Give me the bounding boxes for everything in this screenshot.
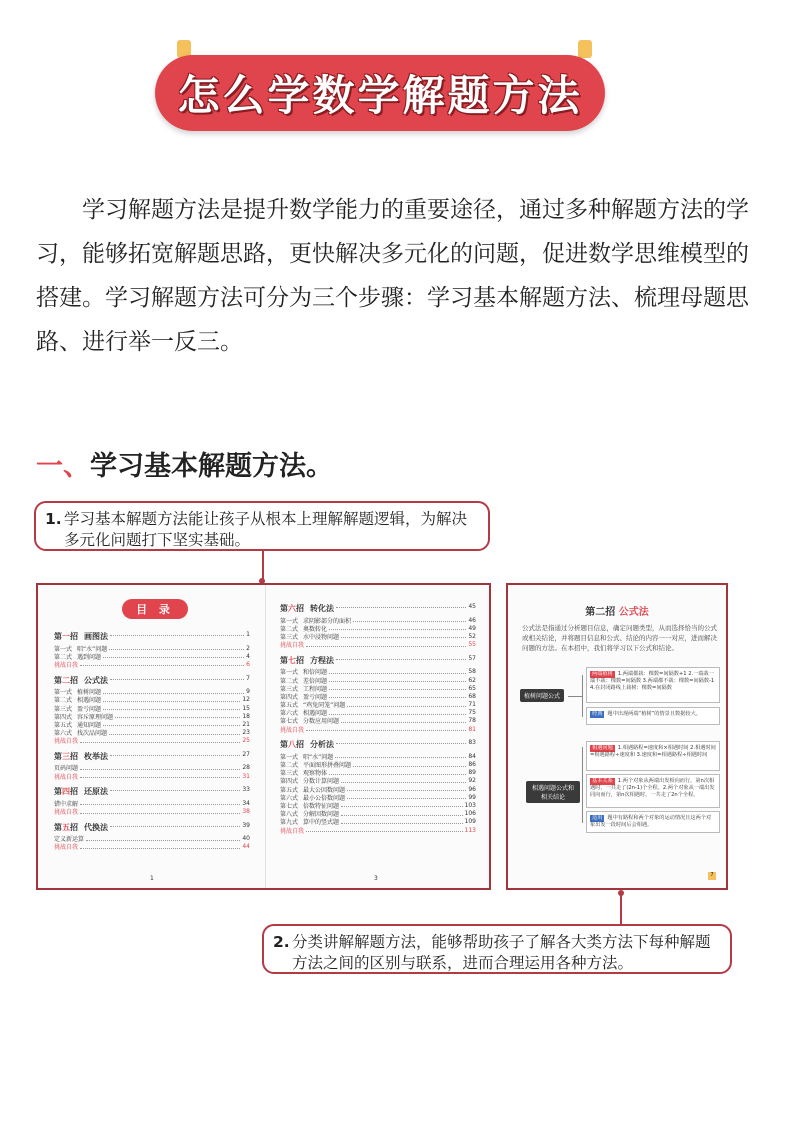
callout-text: 分类讲解解题方法，能够帮助孩子了解各大类方法下每种解题方法之间的区别与联系，进而合理运用各种方法。 bbox=[292, 933, 711, 972]
card-text: 1.相遇路程=速度和×相遇时间 2.相遇时间=相遇路程÷速度和 3.速度和=相遇路程÷相遇时间 bbox=[590, 745, 716, 758]
page-corner-number: 7 bbox=[708, 872, 716, 880]
toc-challenge-entry: 挑战自我 81 bbox=[280, 725, 476, 734]
toc-entry: 第六式 相遇问题 75 bbox=[280, 709, 476, 718]
callout-text: 学习基本解题方法能让孩子从根本上理解解题逻辑，为解决多元化问题打下坚实基础。 bbox=[64, 510, 468, 549]
toc-entry: 第一式 求阴影部分的面积 46 bbox=[280, 616, 476, 625]
toc-challenge-entry: 挑战自我 25 bbox=[54, 737, 250, 746]
section-number: 一、 bbox=[36, 451, 90, 482]
card-tag: 相遇问题 bbox=[592, 745, 613, 751]
toc-right-column bbox=[280, 597, 476, 834]
toc-entry: 第三式 水中浸物问题 52 bbox=[280, 632, 476, 641]
mindmap-card-meet-use bbox=[586, 811, 720, 833]
mindmap-connector bbox=[568, 696, 582, 697]
card-text: 题中有路程和两个对象的运动情况且这两个对象出发一段时间后会相遇。 bbox=[590, 815, 712, 828]
book-formula-page bbox=[506, 583, 728, 890]
toc-entry: 第一式 唱“水”问题 84 bbox=[280, 752, 476, 761]
toc-entry: 第二式 差倍问题 62 bbox=[280, 676, 476, 685]
mindmap-card-meet-relation bbox=[586, 774, 720, 808]
toc-challenge-entry: 挑战自我 31 bbox=[54, 772, 250, 781]
card-tag: 两端植树 bbox=[592, 671, 613, 677]
formula-chapter-label: 第二招 bbox=[585, 607, 616, 618]
toc-left-column bbox=[54, 625, 250, 851]
toc-entry: 第四式 分数计算问题 92 bbox=[280, 777, 476, 786]
card-tag: 经典 bbox=[592, 711, 603, 717]
toc-entry: 第五式 通知问题 21 bbox=[54, 720, 250, 729]
callout-1 bbox=[34, 501, 490, 551]
toc-challenge-entry: 挑战自我 55 bbox=[280, 641, 476, 650]
mindmap-connector bbox=[582, 675, 583, 717]
toc-chapter-heading: 第 一 招 画图法 1 bbox=[54, 631, 250, 641]
toc-entry: 第三式 盈亏问题 15 bbox=[54, 704, 250, 713]
toc-entry: 第四式 容斥原理问题 18 bbox=[54, 712, 250, 721]
formula-page-title bbox=[508, 603, 726, 618]
toc-entry: 第二式 平面图形拼叠问题 86 bbox=[280, 761, 476, 770]
mindmap-connector bbox=[582, 747, 583, 823]
toc-entry: 第三式 观察物体 89 bbox=[280, 769, 476, 778]
toc-entry: 第九式 算中的竖式题 109 bbox=[280, 818, 476, 827]
toc-entry: 页码问题 28 bbox=[54, 764, 250, 773]
page-number-left: 1 bbox=[150, 875, 154, 882]
section-title-text: 学习基本解题方法。 bbox=[90, 451, 333, 482]
page-title: 怎么学数学解题方法 bbox=[177, 71, 583, 120]
toc-entry: 第五式 最大公因数问题 96 bbox=[280, 785, 476, 794]
page-number-right: 3 bbox=[374, 875, 378, 882]
toc-entry: 第七式 分数应用问题 78 bbox=[280, 717, 476, 726]
toc-challenge-entry: 挑战自我 113 bbox=[280, 826, 476, 835]
mindmap-card-plant-use bbox=[586, 707, 720, 725]
mindmap-node-meet: 相遇问题公式和相关结论 bbox=[526, 781, 580, 803]
title-banner bbox=[155, 55, 605, 131]
card-tag: 适用 bbox=[592, 815, 603, 821]
intro-paragraph: 学习解题方法是提升数学能力的重要途径，通过多种解题方法的学习，能够拓宽解题思路，更快解决多元化的问题，促进数学思维模型的搭建。学习解题方法可分为三个步骤：学习基本解题方法、梳理母题思路、进行举一反三。 bbox=[36, 197, 749, 355]
toc-entry: 第二式 遇到问题 4 bbox=[54, 652, 250, 661]
card-text: 1.两个对象从两端出发相向而行，第n次相遇时，一共走了(2n-1)个全程。2.两个对象从一端出发同向而行，第n次相遇时，一共走了2n个全程。 bbox=[590, 778, 715, 798]
toc-entry: 错中求解 34 bbox=[54, 799, 250, 808]
callout-2 bbox=[262, 924, 732, 974]
book-toc-spread bbox=[36, 583, 491, 890]
card-text: 题中出现两端“植树”的情景且数据较大。 bbox=[607, 711, 701, 717]
toc-challenge-entry: 挑战自我 6 bbox=[54, 660, 250, 669]
toc-entry: 第三式 工程问题 65 bbox=[280, 684, 476, 693]
page-gutter bbox=[265, 585, 266, 888]
toc-chapter-heading: 第 二 招 公式法 7 bbox=[54, 674, 250, 685]
toc-entry: 第五式 “鸡兔同笼”问题 71 bbox=[280, 701, 476, 710]
toc-entry: 第二式 相遇问题 12 bbox=[54, 696, 250, 705]
formula-intro-text: 公式法是指通过分析题目信息，确定问题类型，从而选择恰当的公式或相关结论，并将题目信息和公式、结论的内容一一对应，进而解决问题的方法。在本招中，我们将学习以下公式和结论。 bbox=[522, 624, 717, 652]
toc-entry: 第七式 倍数特征问题 103 bbox=[280, 801, 476, 810]
card-text: 1.两端都栽：棵数=间隔数+1 2.一端栽一端不栽：棵数=间隔数 3.两端都不栽：棵数=间隔数-1 4.在封闭路线上栽树：棵数=间隔数 bbox=[590, 671, 715, 691]
toc-badge: 目 录 bbox=[122, 599, 188, 619]
toc-challenge-entry: 挑战自我 38 bbox=[54, 808, 250, 817]
connector-line-1 bbox=[262, 551, 264, 581]
toc-entry: 第一式 唱“水”问题 2 bbox=[54, 644, 250, 653]
mindmap-card-plant-formula bbox=[586, 667, 720, 703]
toc-chapter-heading: 第 八 招 分析法 83 bbox=[280, 739, 476, 750]
toc-challenge-entry: 挑战自我 44 bbox=[54, 843, 250, 852]
pin-right-decoration bbox=[578, 40, 592, 58]
toc-entry: 第八式 分解因数问题 106 bbox=[280, 810, 476, 819]
toc-chapter-heading: 第 三 招 枚举法 27 bbox=[54, 750, 250, 761]
toc-chapter-heading: 第 四 招 还原法 33 bbox=[54, 786, 250, 797]
mindmap-card-meet-formula bbox=[586, 741, 720, 771]
toc-chapter-heading: 第 六 招 转化法 45 bbox=[280, 603, 476, 613]
toc-entry: 第六式 找次品问题 23 bbox=[54, 729, 250, 738]
toc-entry: 第二式 奥数转化 49 bbox=[280, 624, 476, 633]
mindmap-node-plant: 植树问题公式 bbox=[520, 689, 564, 702]
toc-entry: 第一式 和倍问题 58 bbox=[280, 668, 476, 677]
toc-entry: 第六式 最小公倍数问题 99 bbox=[280, 793, 476, 802]
formula-chapter-name: 公式法 bbox=[618, 607, 649, 618]
toc-chapter-heading: 第 七 招 方程法 57 bbox=[280, 654, 476, 665]
section-heading-1 bbox=[36, 444, 333, 483]
card-tag: 基本关系 bbox=[592, 778, 613, 784]
toc-chapter-heading: 第 五 招 代换法 39 bbox=[54, 821, 250, 832]
callout-number: 1. bbox=[45, 510, 62, 528]
callout-number: 2. bbox=[273, 933, 290, 951]
connector-line-2 bbox=[620, 892, 622, 924]
toc-entry: 定义新运算 40 bbox=[54, 835, 250, 844]
toc-entry: 第一式 植树问题 9 bbox=[54, 688, 250, 697]
toc-entry: 第四式 盈亏问题 68 bbox=[280, 692, 476, 701]
